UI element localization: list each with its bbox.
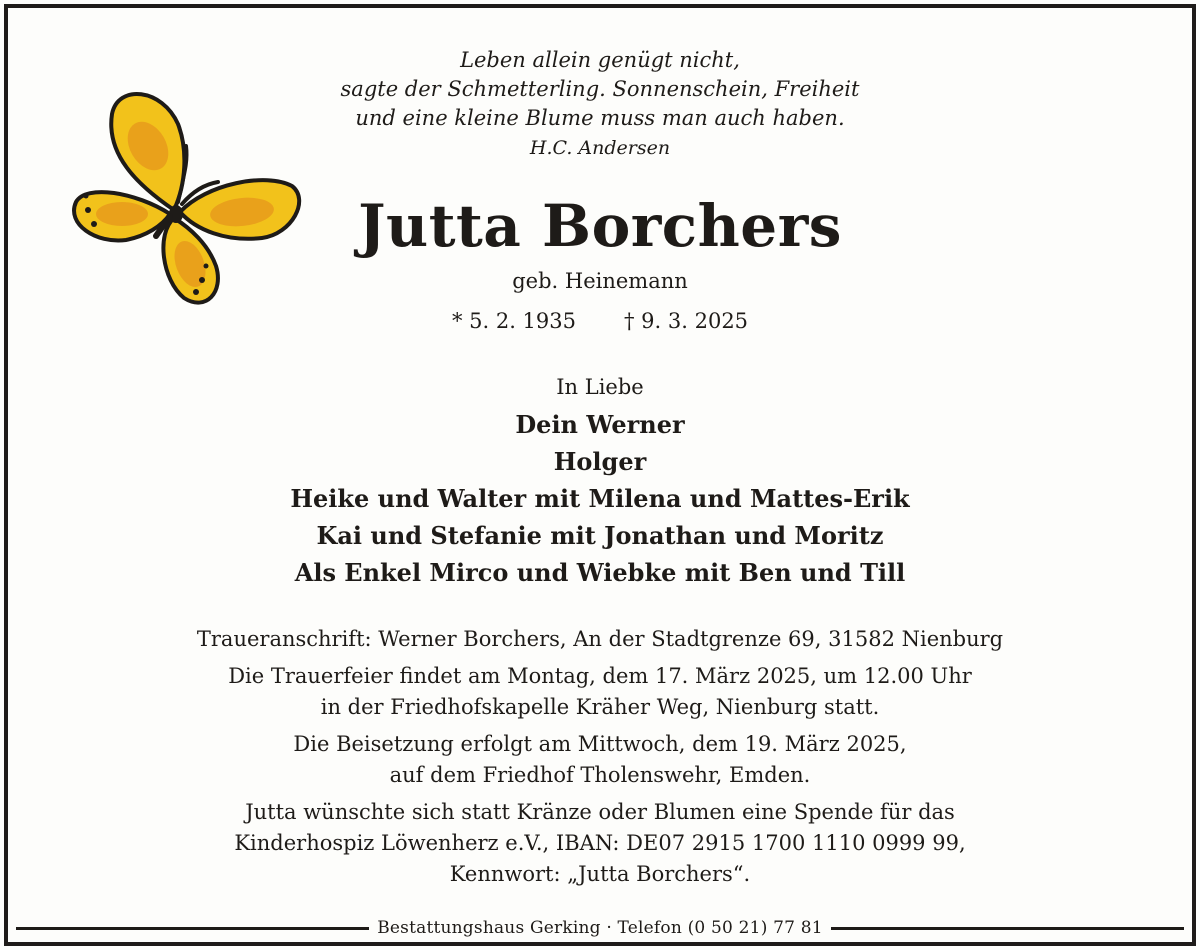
donation-line: Jutta wünschte sich statt Kränze oder Blumen eine Spende für das [245, 800, 955, 824]
quote-block [0, 46, 1200, 164]
donation-line: Kennwort: „Jutta Borchers“. [449, 862, 751, 886]
death-date: † 9. 3. 2025 [624, 309, 749, 333]
birth-name: geb. Heinemann [512, 269, 688, 293]
donation-info [0, 797, 1200, 890]
mourners-intro: In Liebe [556, 375, 644, 399]
deceased-name: Jutta Borchers [358, 192, 842, 260]
burial-line: Die Beisetzung erfolgt am Mittwoch, dem 19. März 2025, [293, 732, 907, 756]
mourner-line: Als Enkel Mirco und Wiebke mit Ben und Till [294, 558, 906, 587]
footer-rule-right [831, 927, 1184, 930]
mourner-line: Kai und Stefanie mit Jonathan und Moritz [316, 521, 884, 550]
quote-line: Leben allein genügt nicht, [460, 48, 740, 72]
ceremony-info [0, 661, 1200, 723]
birth-date: * 5. 2. 1935 [451, 309, 576, 333]
quote-line: sagte der Schmetterling. Sonnenschein, Freiheit [340, 77, 860, 101]
quote-line: und eine kleine Blume muss man auch haben. [355, 106, 845, 130]
life-dates [0, 306, 1200, 336]
mourning-address: Traueranschrift: Werner Borchers, An der Stadtgrenze 69, 31582 Nienburg [196, 627, 1004, 651]
mourners-list [0, 406, 1200, 591]
ceremony-line: in der Friedhofskapelle Kräher Weg, Nienburg statt. [320, 695, 880, 719]
donation-line: Kinderhospiz Löwenherz e.V., IBAN: DE07 2915 1700 1110 0999 99, [234, 831, 966, 855]
mourner-line: Dein Werner [515, 410, 685, 439]
burial-info [0, 729, 1200, 791]
funeral-home-contact: Bestattungshaus Gerking · Telefon (0 50 21) 77 81 [377, 918, 823, 938]
info-block [0, 624, 1200, 896]
quote-author: H.C. Andersen [529, 137, 671, 159]
footer [16, 913, 1184, 943]
mourner-line: Holger [553, 447, 647, 476]
burial-line: auf dem Friedhof Tholenswehr, Emden. [389, 763, 811, 787]
mourner-line: Heike und Walter mit Milena und Mattes-Erik [290, 484, 910, 513]
ceremony-line: Die Trauerfeier findet am Montag, dem 17. März 2025, um 12.00 Uhr [228, 664, 972, 688]
footer-rule-left [16, 927, 369, 930]
